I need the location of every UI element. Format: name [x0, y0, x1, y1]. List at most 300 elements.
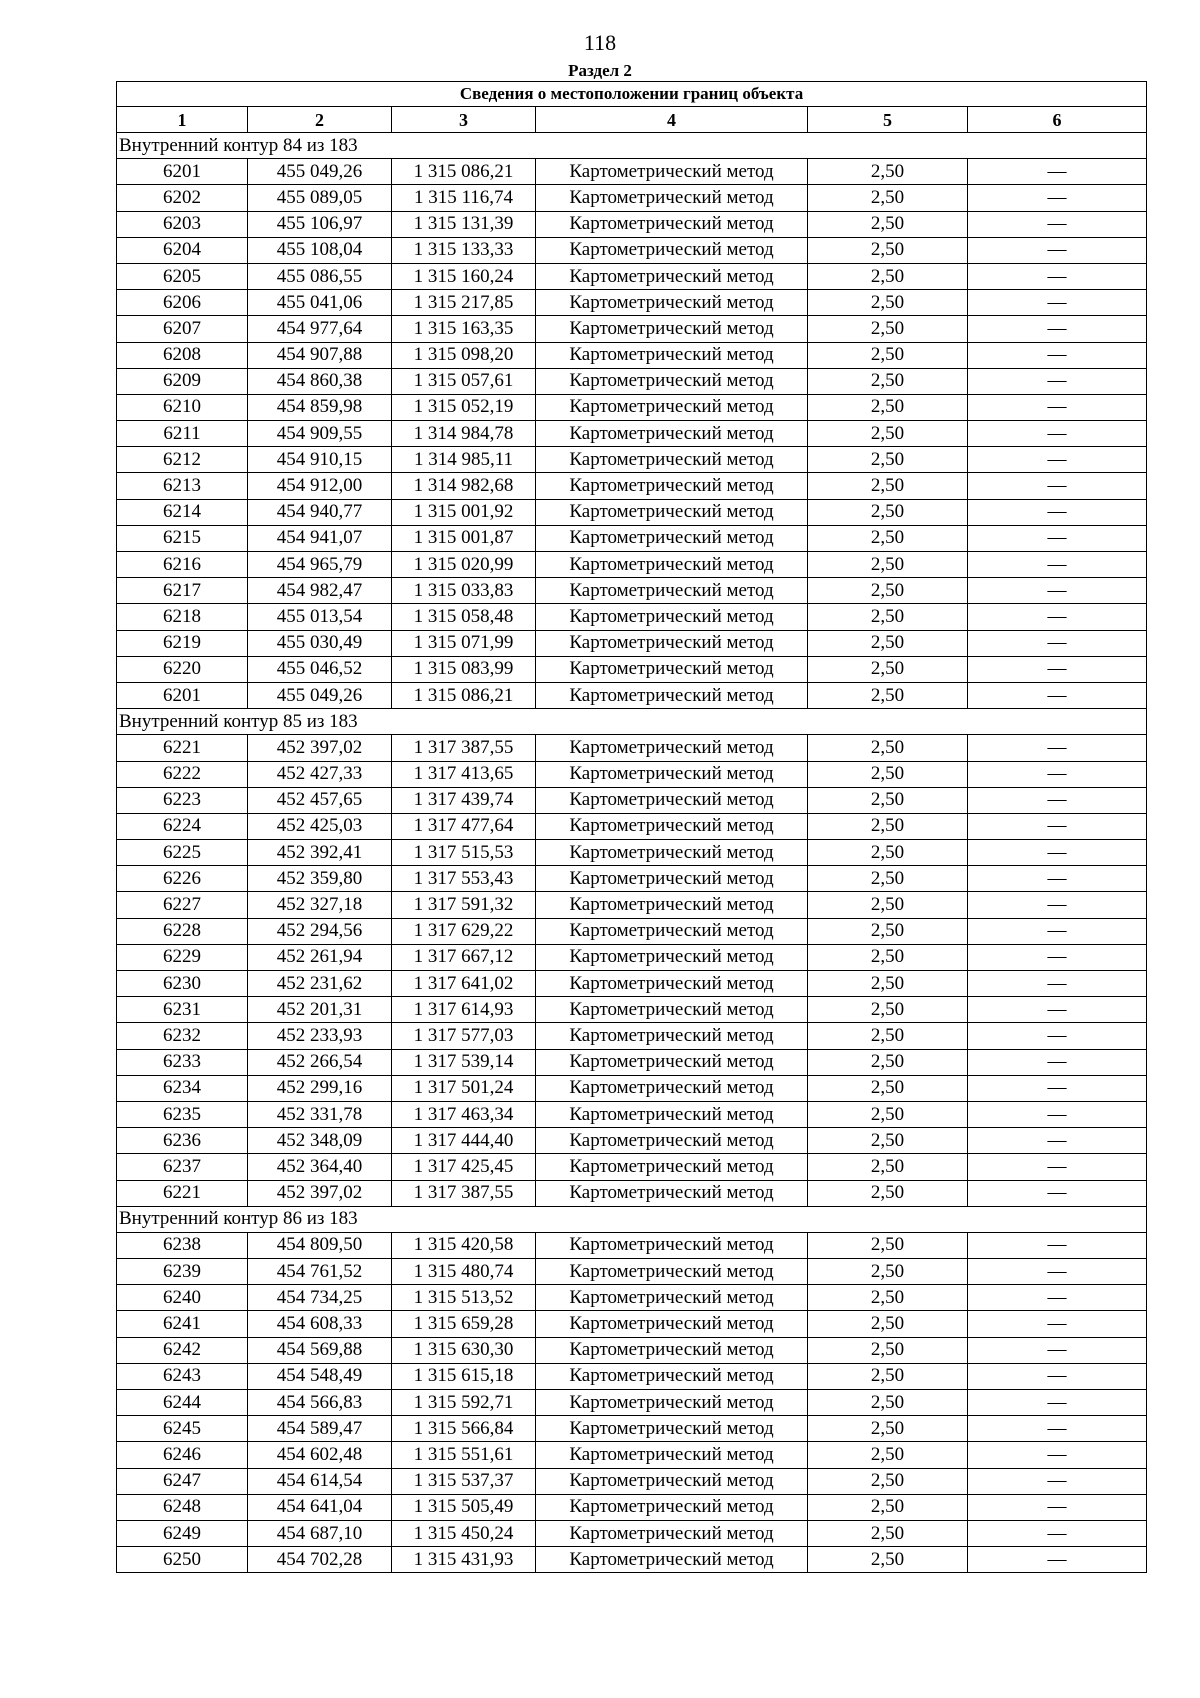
description-cell: — — [968, 944, 1147, 970]
table-row — [117, 1049, 1147, 1075]
table-row — [117, 316, 1147, 342]
accuracy-cell: 2,50 — [808, 1154, 968, 1180]
x-coordinate-cell: 452 266,54 — [248, 1049, 392, 1075]
method-cell: Картометрический метод — [536, 1468, 808, 1494]
point-number-cell: 6243 — [117, 1363, 248, 1389]
method-cell: Картометрический метод — [536, 813, 808, 839]
x-coordinate-cell: 454 977,64 — [248, 316, 392, 342]
column-number: 5 — [808, 107, 968, 133]
point-number-cell: 6221 — [117, 735, 248, 761]
x-coordinate-cell: 454 641,04 — [248, 1494, 392, 1520]
description-cell: — — [968, 447, 1147, 473]
x-coordinate-cell: 455 106,97 — [248, 211, 392, 237]
table-row — [117, 552, 1147, 578]
point-number-cell: 6230 — [117, 971, 248, 997]
point-number-cell: 6224 — [117, 813, 248, 839]
y-coordinate-cell: 1 317 439,74 — [392, 787, 536, 813]
x-coordinate-cell: 454 566,83 — [248, 1390, 392, 1416]
accuracy-cell: 2,50 — [808, 1390, 968, 1416]
description-cell: — — [968, 473, 1147, 499]
method-cell: Картометрический метод — [536, 761, 808, 787]
method-cell: Картометрический метод — [536, 1363, 808, 1389]
table-row — [117, 892, 1147, 918]
table-row — [117, 447, 1147, 473]
method-cell: Картометрический метод — [536, 394, 808, 420]
x-coordinate-cell: 452 359,80 — [248, 866, 392, 892]
point-number-cell: 6220 — [117, 656, 248, 682]
y-coordinate-cell: 1 315 071,99 — [392, 630, 536, 656]
description-cell: — — [968, 1468, 1147, 1494]
point-number-cell: 6234 — [117, 1075, 248, 1101]
table-row — [117, 1337, 1147, 1363]
point-number-cell: 6237 — [117, 1154, 248, 1180]
coordinates-table — [116, 81, 1147, 1573]
accuracy-cell: 2,50 — [808, 604, 968, 630]
x-coordinate-cell: 452 331,78 — [248, 1101, 392, 1127]
accuracy-cell: 2,50 — [808, 394, 968, 420]
description-cell: — — [968, 971, 1147, 997]
point-number-cell: 6247 — [117, 1468, 248, 1494]
accuracy-cell: 2,50 — [808, 892, 968, 918]
description-cell: — — [968, 211, 1147, 237]
x-coordinate-cell: 455 030,49 — [248, 630, 392, 656]
method-cell: Картометрический метод — [536, 1101, 808, 1127]
point-number-cell: 6208 — [117, 342, 248, 368]
x-coordinate-cell: 452 425,03 — [248, 813, 392, 839]
y-coordinate-cell: 1 315 098,20 — [392, 342, 536, 368]
page-number: 118 — [583, 30, 617, 55]
method-cell: Картометрический метод — [536, 290, 808, 316]
table-row — [117, 735, 1147, 761]
x-coordinate-cell: 454 859,98 — [248, 394, 392, 420]
accuracy-cell: 2,50 — [808, 1520, 968, 1546]
method-cell: Картометрический метод — [536, 866, 808, 892]
table-row — [117, 368, 1147, 394]
description-cell: — — [968, 263, 1147, 289]
accuracy-cell: 2,50 — [808, 316, 968, 342]
y-coordinate-cell: 1 315 592,71 — [392, 1390, 536, 1416]
description-cell: — — [968, 421, 1147, 447]
accuracy-cell: 2,50 — [808, 552, 968, 578]
accuracy-cell: 2,50 — [808, 944, 968, 970]
method-cell: Картометрический метод — [536, 368, 808, 394]
point-number-cell: 6219 — [117, 630, 248, 656]
y-coordinate-cell: 1 315 083,99 — [392, 656, 536, 682]
section-title: Раздел 2 — [568, 61, 632, 80]
column-number-row — [117, 107, 1147, 133]
method-cell: Картометрический метод — [536, 159, 808, 185]
y-coordinate-cell: 1 315 537,37 — [392, 1468, 536, 1494]
accuracy-cell: 2,50 — [808, 1363, 968, 1389]
column-number: 2 — [248, 107, 392, 133]
y-coordinate-cell: 1 315 001,87 — [392, 525, 536, 551]
method-cell: Картометрический метод — [536, 342, 808, 368]
x-coordinate-cell: 452 294,56 — [248, 918, 392, 944]
x-coordinate-cell: 455 089,05 — [248, 185, 392, 211]
point-number-cell: 6229 — [117, 944, 248, 970]
description-cell: — — [968, 316, 1147, 342]
method-cell: Картометрический метод — [536, 656, 808, 682]
accuracy-cell: 2,50 — [808, 237, 968, 263]
table-row — [117, 1101, 1147, 1127]
accuracy-cell: 2,50 — [808, 1285, 968, 1311]
accuracy-cell: 2,50 — [808, 1180, 968, 1206]
point-number-cell: 6236 — [117, 1128, 248, 1154]
x-coordinate-cell: 454 907,88 — [248, 342, 392, 368]
table-row — [117, 1494, 1147, 1520]
accuracy-cell: 2,50 — [808, 1023, 968, 1049]
description-cell: — — [968, 787, 1147, 813]
table-caption-row — [117, 82, 1147, 107]
x-coordinate-cell: 452 364,40 — [248, 1154, 392, 1180]
method-cell: Картометрический метод — [536, 1547, 808, 1573]
y-coordinate-cell: 1 317 515,53 — [392, 840, 536, 866]
x-coordinate-cell: 454 912,00 — [248, 473, 392, 499]
accuracy-cell: 2,50 — [808, 1101, 968, 1127]
accuracy-cell: 2,50 — [808, 1128, 968, 1154]
point-number-cell: 6227 — [117, 892, 248, 918]
table-row — [117, 342, 1147, 368]
table-row — [117, 761, 1147, 787]
table-row — [117, 159, 1147, 185]
description-cell: — — [968, 1285, 1147, 1311]
y-coordinate-cell: 1 317 641,02 — [392, 971, 536, 997]
y-coordinate-cell: 1 317 629,22 — [392, 918, 536, 944]
y-coordinate-cell: 1 315 086,21 — [392, 682, 536, 708]
accuracy-cell: 2,50 — [808, 1547, 968, 1573]
y-coordinate-cell: 1 315 505,49 — [392, 1494, 536, 1520]
accuracy-cell: 2,50 — [808, 840, 968, 866]
description-cell: — — [968, 1154, 1147, 1180]
accuracy-cell: 2,50 — [808, 1416, 968, 1442]
y-coordinate-cell: 1 315 431,93 — [392, 1547, 536, 1573]
x-coordinate-cell: 454 589,47 — [248, 1416, 392, 1442]
point-number-cell: 6233 — [117, 1049, 248, 1075]
method-cell: Картометрический метод — [536, 971, 808, 997]
method-cell: Картометрический метод — [536, 447, 808, 473]
x-coordinate-cell: 455 049,26 — [248, 682, 392, 708]
x-coordinate-cell: 452 327,18 — [248, 892, 392, 918]
description-cell: — — [968, 1023, 1147, 1049]
point-number-cell: 6211 — [117, 421, 248, 447]
x-coordinate-cell: 454 860,38 — [248, 368, 392, 394]
y-coordinate-cell: 1 317 444,40 — [392, 1128, 536, 1154]
column-number: 6 — [968, 107, 1147, 133]
description-cell: — — [968, 840, 1147, 866]
method-cell: Картометрический метод — [536, 1049, 808, 1075]
description-cell: — — [968, 290, 1147, 316]
table-row — [117, 997, 1147, 1023]
accuracy-cell: 2,50 — [808, 578, 968, 604]
accuracy-cell: 2,50 — [808, 630, 968, 656]
method-cell: Картометрический метод — [536, 1390, 808, 1416]
method-cell: Картометрический метод — [536, 525, 808, 551]
y-coordinate-cell: 1 317 667,12 — [392, 944, 536, 970]
point-number-cell: 6206 — [117, 290, 248, 316]
x-coordinate-cell: 452 397,02 — [248, 1180, 392, 1206]
method-cell: Картометрический метод — [536, 1442, 808, 1468]
y-coordinate-cell: 1 315 163,35 — [392, 316, 536, 342]
x-coordinate-cell: 455 041,06 — [248, 290, 392, 316]
table-row — [117, 1232, 1147, 1258]
point-number-cell: 6248 — [117, 1494, 248, 1520]
y-coordinate-cell: 1 315 133,33 — [392, 237, 536, 263]
description-cell: — — [968, 1128, 1147, 1154]
x-coordinate-cell: 452 233,93 — [248, 1023, 392, 1049]
description-cell: — — [968, 525, 1147, 551]
x-coordinate-cell: 455 013,54 — [248, 604, 392, 630]
accuracy-cell: 2,50 — [808, 263, 968, 289]
point-number-cell: 6216 — [117, 552, 248, 578]
contour-label: Внутренний контур 84 из 183 — [117, 133, 1147, 159]
table-row — [117, 1547, 1147, 1573]
table-row — [117, 473, 1147, 499]
table-row — [117, 813, 1147, 839]
point-number-cell: 6213 — [117, 473, 248, 499]
y-coordinate-cell: 1 317 425,45 — [392, 1154, 536, 1180]
point-number-cell: 6223 — [117, 787, 248, 813]
accuracy-cell: 2,50 — [808, 735, 968, 761]
method-cell: Картометрический метод — [536, 552, 808, 578]
table-row — [117, 525, 1147, 551]
point-number-cell: 6207 — [117, 316, 248, 342]
x-coordinate-cell: 452 392,41 — [248, 840, 392, 866]
table-row — [117, 630, 1147, 656]
accuracy-cell: 2,50 — [808, 866, 968, 892]
point-number-cell: 6205 — [117, 263, 248, 289]
y-coordinate-cell: 1 315 057,61 — [392, 368, 536, 394]
table-row — [117, 499, 1147, 525]
table-row — [117, 1180, 1147, 1206]
method-cell: Картометрический метод — [536, 1180, 808, 1206]
accuracy-cell: 2,50 — [808, 813, 968, 839]
point-number-cell: 6231 — [117, 997, 248, 1023]
contour-header-row — [117, 709, 1147, 735]
point-number-cell: 6217 — [117, 578, 248, 604]
accuracy-cell: 2,50 — [808, 368, 968, 394]
table-row — [117, 1363, 1147, 1389]
description-cell: — — [968, 866, 1147, 892]
y-coordinate-cell: 1 315 058,48 — [392, 604, 536, 630]
accuracy-cell: 2,50 — [808, 421, 968, 447]
y-coordinate-cell: 1 315 131,39 — [392, 211, 536, 237]
description-cell: — — [968, 368, 1147, 394]
method-cell: Картометрический метод — [536, 211, 808, 237]
method-cell: Картометрический метод — [536, 1285, 808, 1311]
y-coordinate-cell: 1 315 566,84 — [392, 1416, 536, 1442]
accuracy-cell: 2,50 — [808, 447, 968, 473]
table-row — [117, 1442, 1147, 1468]
description-cell: — — [968, 185, 1147, 211]
method-cell: Картометрический метод — [536, 944, 808, 970]
table-row — [117, 290, 1147, 316]
table-row — [117, 1128, 1147, 1154]
point-number-cell: 6215 — [117, 525, 248, 551]
accuracy-cell: 2,50 — [808, 499, 968, 525]
x-coordinate-cell: 452 348,09 — [248, 1128, 392, 1154]
table-row — [117, 421, 1147, 447]
contour-label: Внутренний контур 85 из 183 — [117, 709, 1147, 735]
description-cell: — — [968, 1075, 1147, 1101]
y-coordinate-cell: 1 317 387,55 — [392, 735, 536, 761]
column-number: 4 — [536, 107, 808, 133]
x-coordinate-cell: 454 548,49 — [248, 1363, 392, 1389]
description-cell: — — [968, 1180, 1147, 1206]
y-coordinate-cell: 1 315 033,83 — [392, 578, 536, 604]
x-coordinate-cell: 454 809,50 — [248, 1232, 392, 1258]
method-cell: Картометрический метод — [536, 473, 808, 499]
description-cell: — — [968, 761, 1147, 787]
accuracy-cell: 2,50 — [808, 1075, 968, 1101]
method-cell: Картометрический метод — [536, 185, 808, 211]
description-cell: — — [968, 1337, 1147, 1363]
method-cell: Картометрический метод — [536, 1311, 808, 1337]
table-row — [117, 787, 1147, 813]
description-cell: — — [968, 394, 1147, 420]
x-coordinate-cell: 452 261,94 — [248, 944, 392, 970]
y-coordinate-cell: 1 315 551,61 — [392, 1442, 536, 1468]
point-number-cell: 6201 — [117, 682, 248, 708]
description-cell: — — [968, 1416, 1147, 1442]
table-row — [117, 1023, 1147, 1049]
method-cell: Картометрический метод — [536, 1128, 808, 1154]
y-coordinate-cell: 1 317 477,64 — [392, 813, 536, 839]
accuracy-cell: 2,50 — [808, 473, 968, 499]
table-row — [117, 971, 1147, 997]
y-coordinate-cell: 1 314 985,11 — [392, 447, 536, 473]
table-row — [117, 1154, 1147, 1180]
description-cell: — — [968, 918, 1147, 944]
accuracy-cell: 2,50 — [808, 656, 968, 682]
method-cell: Картометрический метод — [536, 682, 808, 708]
method-cell: Картометрический метод — [536, 1494, 808, 1520]
contour-header-row — [117, 1206, 1147, 1232]
method-cell: Картометрический метод — [536, 237, 808, 263]
accuracy-cell: 2,50 — [808, 185, 968, 211]
point-number-cell: 6238 — [117, 1232, 248, 1258]
description-cell: — — [968, 1101, 1147, 1127]
point-number-cell: 6218 — [117, 604, 248, 630]
column-number: 3 — [392, 107, 536, 133]
x-coordinate-cell: 455 086,55 — [248, 263, 392, 289]
table-row — [117, 211, 1147, 237]
y-coordinate-cell: 1 315 420,58 — [392, 1232, 536, 1258]
method-cell: Картометрический метод — [536, 630, 808, 656]
table-row — [117, 1285, 1147, 1311]
y-coordinate-cell: 1 314 982,68 — [392, 473, 536, 499]
accuracy-cell: 2,50 — [808, 1468, 968, 1494]
method-cell: Картометрический метод — [536, 892, 808, 918]
method-cell: Картометрический метод — [536, 1075, 808, 1101]
y-coordinate-cell: 1 315 630,30 — [392, 1337, 536, 1363]
description-cell: — — [968, 656, 1147, 682]
accuracy-cell: 2,50 — [808, 1049, 968, 1075]
description-cell: — — [968, 1311, 1147, 1337]
column-number: 1 — [117, 107, 248, 133]
y-coordinate-cell: 1 317 614,93 — [392, 997, 536, 1023]
point-number-cell: 6241 — [117, 1311, 248, 1337]
description-cell: — — [968, 1049, 1147, 1075]
x-coordinate-cell: 454 569,88 — [248, 1337, 392, 1363]
x-coordinate-cell: 454 761,52 — [248, 1259, 392, 1285]
accuracy-cell: 2,50 — [808, 159, 968, 185]
accuracy-cell: 2,50 — [808, 918, 968, 944]
method-cell: Картометрический метод — [536, 1520, 808, 1546]
y-coordinate-cell: 1 315 480,74 — [392, 1259, 536, 1285]
point-number-cell: 6203 — [117, 211, 248, 237]
description-cell: — — [968, 552, 1147, 578]
description-cell: — — [968, 1259, 1147, 1285]
accuracy-cell: 2,50 — [808, 211, 968, 237]
table-row — [117, 394, 1147, 420]
table-row — [117, 1311, 1147, 1337]
x-coordinate-cell: 452 427,33 — [248, 761, 392, 787]
point-number-cell: 6212 — [117, 447, 248, 473]
method-cell: Картометрический метод — [536, 316, 808, 342]
x-coordinate-cell: 454 910,15 — [248, 447, 392, 473]
accuracy-cell: 2,50 — [808, 682, 968, 708]
accuracy-cell: 2,50 — [808, 787, 968, 813]
method-cell: Картометрический метод — [536, 840, 808, 866]
y-coordinate-cell: 1 315 001,92 — [392, 499, 536, 525]
method-cell: Картометрический метод — [536, 787, 808, 813]
x-coordinate-cell: 452 457,65 — [248, 787, 392, 813]
description-cell: — — [968, 578, 1147, 604]
description-cell: — — [968, 1442, 1147, 1468]
x-coordinate-cell: 452 299,16 — [248, 1075, 392, 1101]
y-coordinate-cell: 1 315 513,52 — [392, 1285, 536, 1311]
contour-label: Внутренний контур 86 из 183 — [117, 1206, 1147, 1232]
y-coordinate-cell: 1 317 501,24 — [392, 1075, 536, 1101]
x-coordinate-cell: 454 965,79 — [248, 552, 392, 578]
description-cell: — — [968, 1494, 1147, 1520]
table-row — [117, 604, 1147, 630]
y-coordinate-cell: 1 315 116,74 — [392, 185, 536, 211]
method-cell: Картометрический метод — [536, 1259, 808, 1285]
description-cell: — — [968, 159, 1147, 185]
y-coordinate-cell: 1 317 553,43 — [392, 866, 536, 892]
y-coordinate-cell: 1 317 387,55 — [392, 1180, 536, 1206]
x-coordinate-cell: 452 201,31 — [248, 997, 392, 1023]
y-coordinate-cell: 1 317 413,65 — [392, 761, 536, 787]
description-cell: — — [968, 1520, 1147, 1546]
y-coordinate-cell: 1 315 659,28 — [392, 1311, 536, 1337]
accuracy-cell: 2,50 — [808, 1442, 968, 1468]
y-coordinate-cell: 1 315 020,99 — [392, 552, 536, 578]
y-coordinate-cell: 1 317 591,32 — [392, 892, 536, 918]
x-coordinate-cell: 452 231,62 — [248, 971, 392, 997]
point-number-cell: 6228 — [117, 918, 248, 944]
method-cell: Картометрический метод — [536, 421, 808, 447]
point-number-cell: 6221 — [117, 1180, 248, 1206]
point-number-cell: 6226 — [117, 866, 248, 892]
point-number-cell: 6245 — [117, 1416, 248, 1442]
description-cell: — — [968, 1363, 1147, 1389]
table-row — [117, 237, 1147, 263]
accuracy-cell: 2,50 — [808, 290, 968, 316]
point-number-cell: 6222 — [117, 761, 248, 787]
y-coordinate-cell: 1 315 052,19 — [392, 394, 536, 420]
description-cell: — — [968, 997, 1147, 1023]
accuracy-cell: 2,50 — [808, 997, 968, 1023]
x-coordinate-cell: 454 602,48 — [248, 1442, 392, 1468]
table-row — [117, 263, 1147, 289]
table-row — [117, 866, 1147, 892]
x-coordinate-cell: 454 941,07 — [248, 525, 392, 551]
point-number-cell: 6209 — [117, 368, 248, 394]
point-number-cell: 6210 — [117, 394, 248, 420]
table-row — [117, 578, 1147, 604]
